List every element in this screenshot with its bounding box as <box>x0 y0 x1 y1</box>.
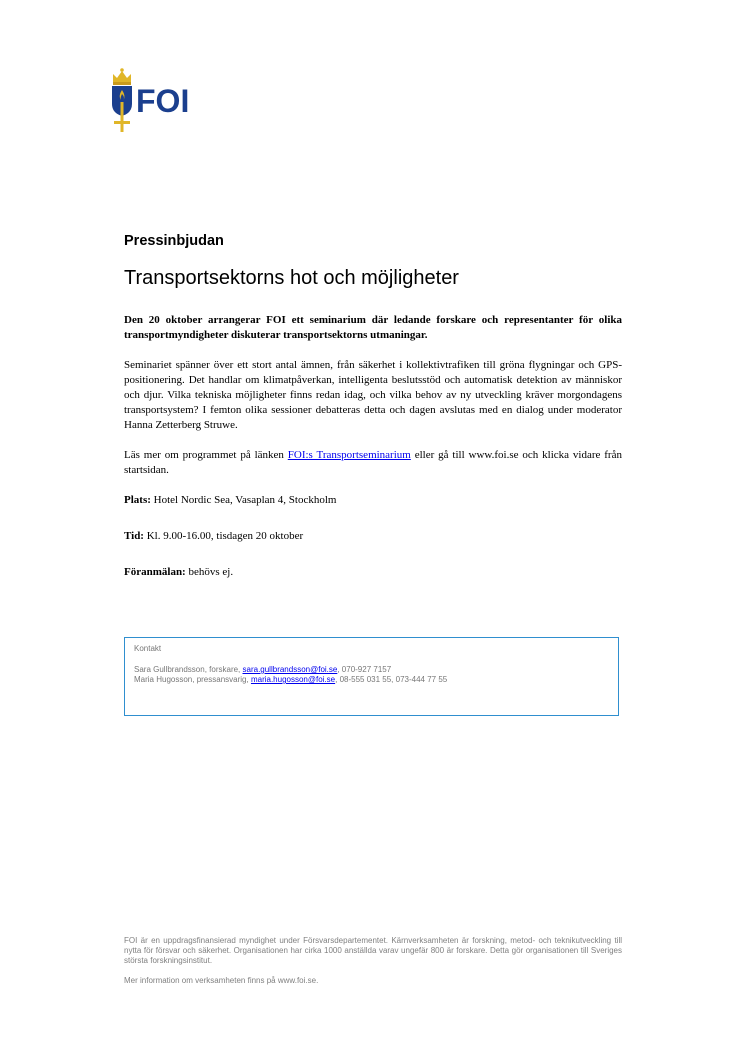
press-body <box>124 313 622 601</box>
contact-phone: , 070-927 7157 <box>337 665 392 674</box>
contact-box <box>124 637 619 716</box>
lead-paragraph: Den 20 oktober arrangerar FOI ett seminarium där ledande forskare och representanter för olika transportmyndigheter diskuterar transportsektorns utmaningar. <box>124 314 622 341</box>
more-info-paragraph <box>124 448 622 478</box>
footer <box>124 936 622 996</box>
logo-wordmark: FOI <box>136 83 190 119</box>
kicker-label: Pressinbjudan <box>124 233 224 249</box>
foi-logo <box>108 66 200 136</box>
body-paragraph: Seminariet spänner över ett stort antal ämnen, från säkerhet i kollektivtrafiken till gröna flygningar och GPS-positionering. Det handlar om klimatpåverkan, intelligenta beslutsstöd och automatisk detektion av människor och djur. Vilka tekniska möjligheter finns redan idag, och vilka behov av ny utveckling kräver morgondagens transportsystem? I femton olika sessioner debatteras detta och dagen avslutas med en dialog under moderator Hanna Zetterberg Struwe. <box>124 359 622 431</box>
registration-value: behövs ej. <box>185 566 234 578</box>
page-title: Transportsektorns hot och möjligheter <box>124 267 459 289</box>
contact-person <box>134 675 609 685</box>
more-info-text: Läs mer om programmet på länken <box>124 449 288 461</box>
time-line <box>124 529 622 544</box>
contact-title: Kontakt <box>134 644 162 653</box>
seminar-link[interactable]: FOI:s Transportseminarium <box>287 449 411 461</box>
crown-torch-emblem-icon <box>108 66 136 136</box>
time-label: Tid: <box>124 530 144 542</box>
more-info-text-after: eller gå till www.foi.se och klicka vidare från startsidan. <box>124 449 622 476</box>
registration-line <box>124 565 622 580</box>
footer-more: Mer information om verksamheten finns på www.foi.se. <box>124 976 319 985</box>
contact-person <box>134 665 609 675</box>
contact-email-link[interactable]: sara.gullbrandsson@foi.se <box>242 665 338 674</box>
contact-name: Maria Hugosson, pressansvarig, <box>134 675 251 684</box>
venue-value: Hotel Nordic Sea, Vasaplan 4, Stockholm <box>150 494 337 506</box>
venue-line <box>124 493 622 508</box>
time-value: Kl. 9.00-16.00, tisdagen 20 oktober <box>143 530 304 542</box>
venue-label: Plats: <box>124 494 151 506</box>
registration-label: Föranmälan: <box>124 566 186 578</box>
contact-name: Sara Gullbrandsson, forskare, <box>134 665 243 674</box>
contact-email-link[interactable]: maria.hugosson@foi.se <box>250 675 336 684</box>
footer-about: FOI är en uppdragsfinansierad myndighet under Försvarsdepartementet. Kärnverksamheten är forskning, metod- och teknikutveckling till nytta för försvar och säkerhet. Organisationen har cirka 1000 anställda varav ungefär 800 är forskare. Detta gör organisationen till Sveriges största forskningsinstitut. <box>124 936 622 965</box>
contact-phone: , 08-555 031 55, 073-444 77 55 <box>335 675 448 684</box>
